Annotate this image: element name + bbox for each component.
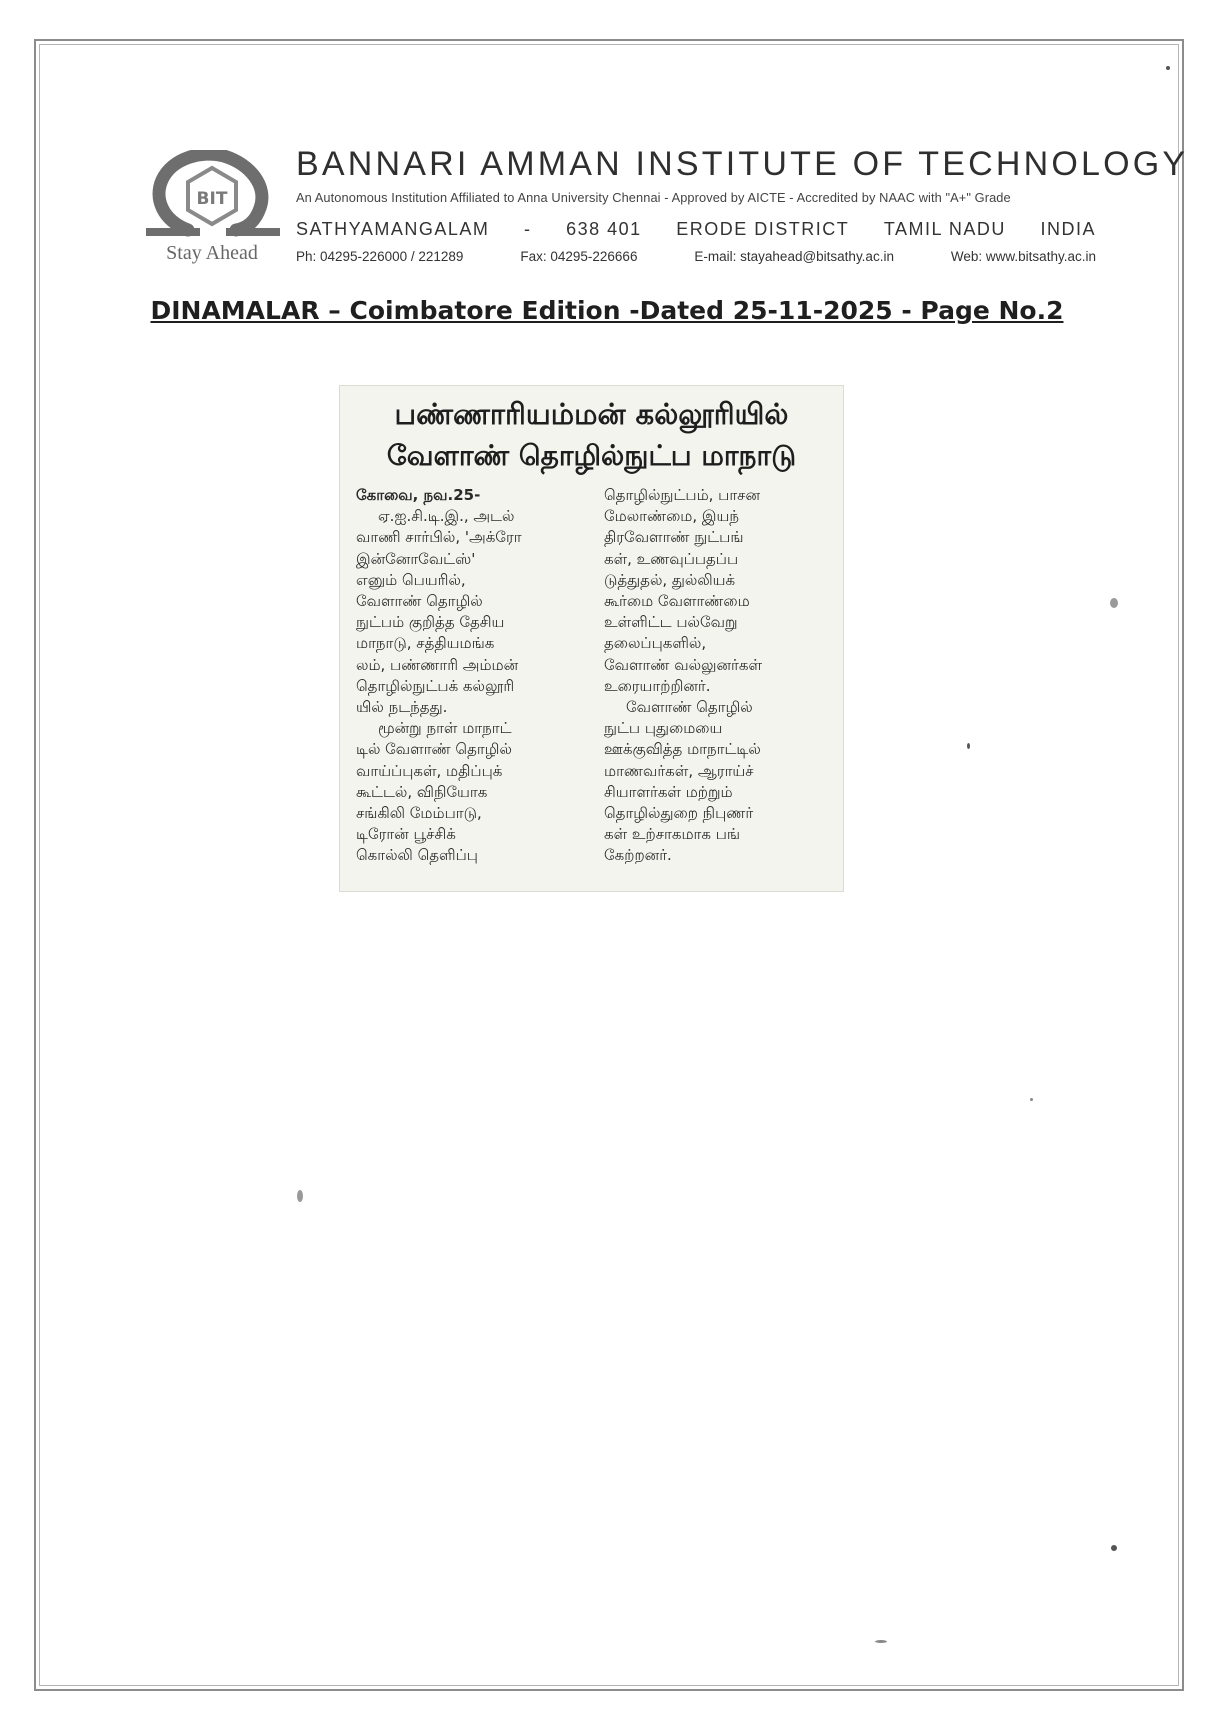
institution-logo <box>144 150 280 270</box>
institution-affiliation: An Autonomous Institution Affiliated to Anna University Chennai - Approved by AICTE - Accredited by NAAC with "A+" Grade <box>296 190 1011 205</box>
clipping-text-line: யில் நடந்தது. <box>356 698 448 717</box>
clipping-text-line: மூன்று நாள் மாநாட் <box>378 719 512 738</box>
contact-email: E-mail: stayahead@bitsathy.ac.in <box>694 249 894 264</box>
clipping-headline <box>339 393 844 477</box>
clipping-headline-line-2: வேளாண் தொழில்நுட்ப மாநாடு <box>386 439 797 472</box>
clipping-text-line: சியாளர்கள் மற்றும் <box>604 782 733 801</box>
scan-speck <box>297 1190 303 1202</box>
clipping-text-line: மாணவர்கள், ஆராய்ச் <box>604 761 754 780</box>
clipping-text-line: கொல்லி தெளிப்பு <box>356 846 478 865</box>
address-country: INDIA <box>1040 219 1096 239</box>
logo-tagline: Stay Ahead <box>166 242 258 264</box>
address-row <box>296 219 1096 243</box>
clipping-text-line: நுட்ப புதுமையை <box>604 719 723 738</box>
omega-emblem-icon <box>144 150 280 242</box>
scan-speck <box>1111 1545 1117 1551</box>
clipping-text-line: கேற்றனர். <box>604 846 672 865</box>
clipping-text-line: வேளாண் வல்லுனர்கள் <box>604 655 763 674</box>
publication-heading: DINAMALAR – Coimbatore Edition -Dated 25-11-2025 - Page No.2 <box>150 296 1064 325</box>
clipping-text-line: மாநாடு, சத்தியமங்க <box>356 634 495 653</box>
address-separator: - <box>523 219 532 239</box>
clipping-text-line: உரையாற்றினர். <box>604 676 711 695</box>
scan-speck <box>1030 1098 1033 1101</box>
contact-web: Web: www.bitsathy.ac.in <box>950 249 1096 264</box>
clipping-headline-line-1: பண்ணாரியம்மன் கல்லூரியில் <box>394 397 789 431</box>
contact-fax: Fax: 04295-226666 <box>520 249 638 264</box>
clipping-text-line: டுத்துதல், துல்லியக் <box>604 570 736 589</box>
clipping-text-line: உள்ளிட்ட பல்வேறு <box>604 613 738 632</box>
clipping-text-line: தொழில்நுட்பம், பாசன <box>604 486 761 504</box>
clipping-text-line: தொழில்துறை நிபுணர் <box>604 804 754 823</box>
scan-speck <box>1166 66 1170 70</box>
address-state: TAMIL NADU <box>883 219 1006 239</box>
scan-speck <box>1110 598 1118 608</box>
clipping-right-column <box>604 485 839 867</box>
scan-speck <box>967 743 970 749</box>
clipping-text-line: எனும் பெயரில், <box>356 570 466 589</box>
clipping-text-line: டிரோன் பூச்சிக் <box>356 825 456 844</box>
contact-phone: Ph: 04295-226000 / 221289 <box>296 249 464 264</box>
clipping-text-line: திரவேளாண் நுட்பங் <box>604 528 744 547</box>
clipping-text-line: தொழில்நுட்பக் கல்லூரி <box>356 676 515 695</box>
clipping-text-line: வாய்ப்புகள், மதிப்புக் <box>356 761 503 780</box>
contact-row <box>296 249 1096 267</box>
clipping-text-line: கள், உணவுப்பதப்ப <box>604 549 739 568</box>
clipping-left-column <box>356 485 591 867</box>
clipping-text-line: லம், பண்ணாரி அம்மன் <box>356 655 519 674</box>
clipping-text-line: ஊக்குவித்த மாநாட்டில் <box>604 740 761 759</box>
clipping-text-line: கள் உற்சாகமாக பங் <box>604 825 741 844</box>
institution-name: BANNARI AMMAN INSTITUTE OF TECHNOLOGY <box>296 145 1189 183</box>
clipping-text-line: இன்னோவேட்ஸ்' <box>356 549 476 568</box>
svg-text:BIT: BIT <box>196 189 228 209</box>
clipping-text-line: வாணி சார்பில், 'அக்ரோ <box>356 528 522 547</box>
clipping-text-line: கூட்டல், விநியோக <box>356 782 488 801</box>
clipping-text-line: கூர்மை வேளாண்மை <box>604 592 750 611</box>
scan-speck <box>875 1640 887 1643</box>
clipping-text-line: வேளாண் தொழில் <box>626 698 753 717</box>
address-town: SATHYAMANGALAM <box>296 219 490 239</box>
clipping-text-line: ஏ.ஐ.சி.டி.இ., அடல் <box>378 507 515 526</box>
clipping-text-line: வேளாண் தொழில் <box>356 592 483 611</box>
clipping-text-line: சங்கிலி மேம்பாடு, <box>356 804 482 823</box>
clipping-text-line: தலைப்புகளில், <box>604 634 707 653</box>
address-pincode: 638 401 <box>566 219 642 239</box>
clipping-dateline: கோவை, நவ.25- <box>356 486 481 504</box>
clipping-text-line: டில் வேளாண் தொழில் <box>356 740 512 759</box>
address-district: ERODE DISTRICT <box>676 219 850 239</box>
newspaper-clipping <box>339 385 844 892</box>
clipping-text-line: மேலாண்மை, இயந் <box>604 507 739 526</box>
clipping-text-line: நுட்பம் குறித்த தேசிய <box>356 613 505 632</box>
